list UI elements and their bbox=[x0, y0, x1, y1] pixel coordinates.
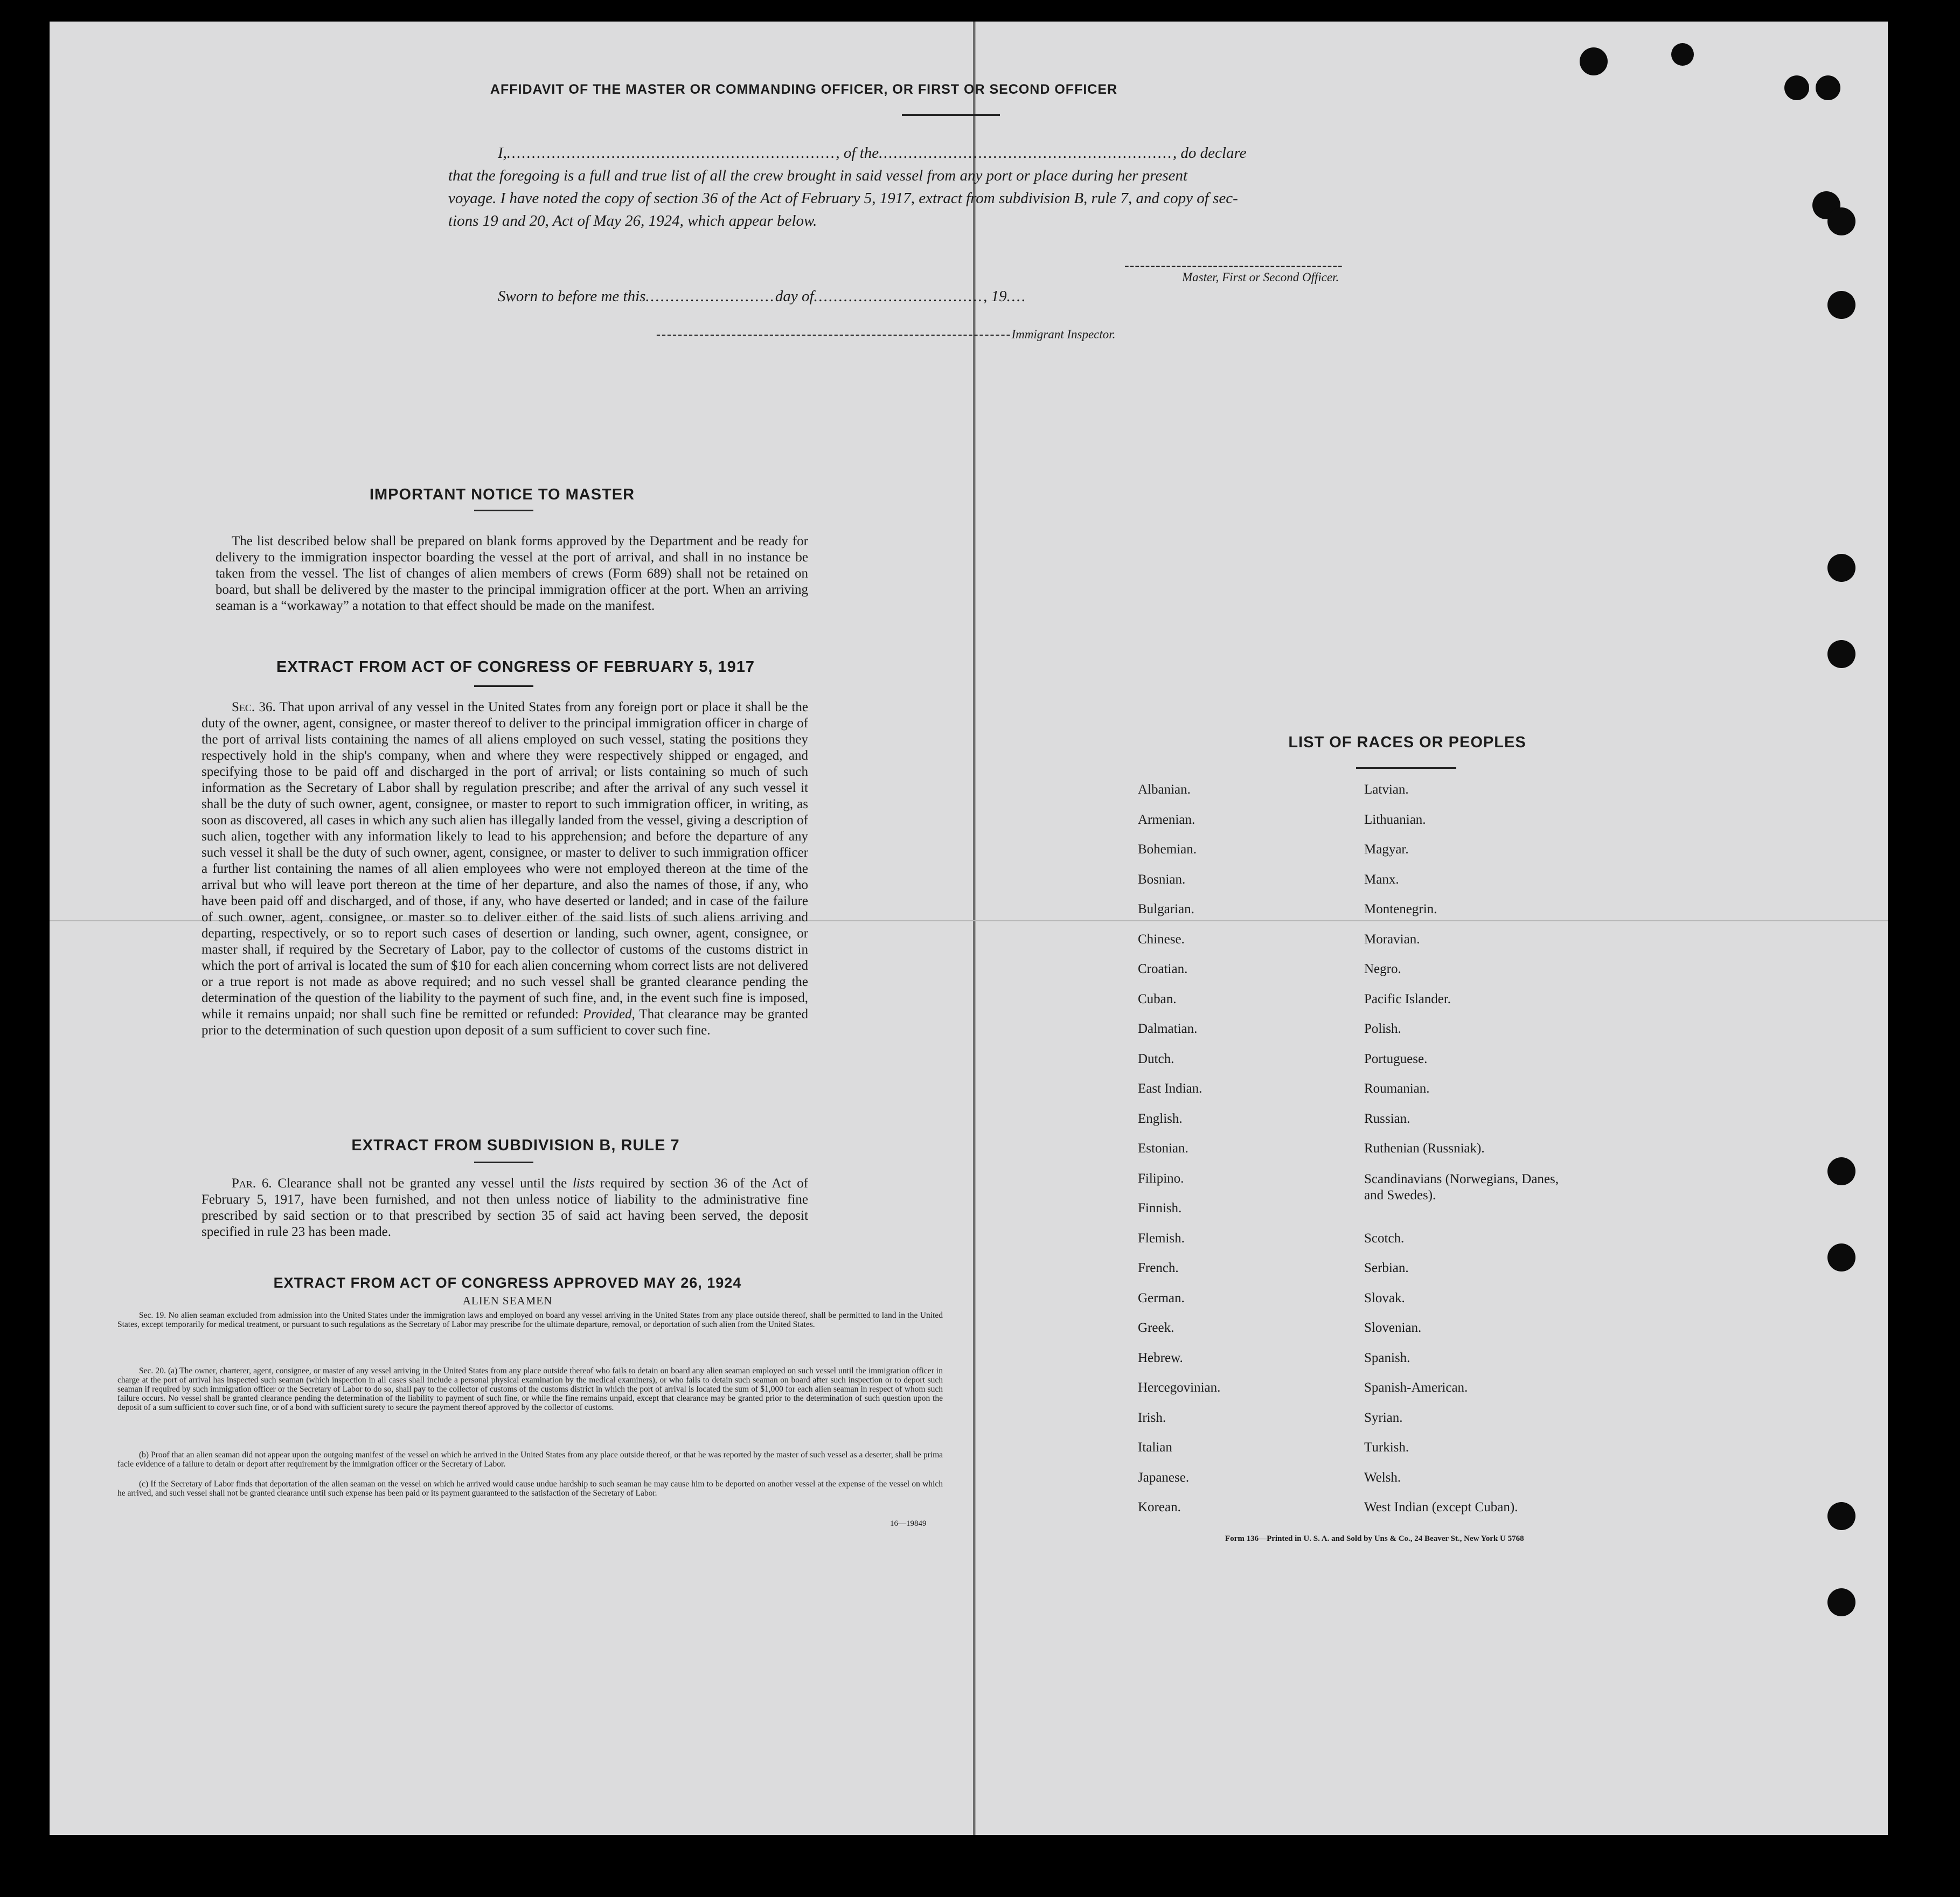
inspector-signature-line bbox=[656, 328, 1115, 342]
race-item: East Indian. bbox=[1138, 1081, 1203, 1096]
rule-7-title: EXTRACT FROM SUBDIVISION B, RULE 7 bbox=[351, 1137, 680, 1154]
binder-hole bbox=[1671, 43, 1694, 66]
race-item: Spanish-American. bbox=[1364, 1380, 1468, 1395]
races-column-2 bbox=[1364, 782, 1623, 1530]
race-item: Magyar. bbox=[1364, 842, 1409, 857]
race-item: Manx. bbox=[1364, 872, 1399, 887]
race-item: Dutch. bbox=[1138, 1051, 1174, 1066]
section-36-end: That clearance may be granted prior to the determination of such question upon deposit of a sum sufficient to cover such fine. bbox=[201, 1007, 808, 1038]
par-6-label: Par. 6. bbox=[232, 1176, 272, 1191]
race-item: Italian bbox=[1138, 1440, 1172, 1455]
race-item: Flemish. bbox=[1138, 1231, 1185, 1246]
affidavit-title: AFFIDAVIT OF THE MASTER OR COMMANDING OFFICER, OR FIRST OR SECOND OFFICER bbox=[490, 82, 1118, 97]
master-signature-line[interactable]: ------------------------------------------ bbox=[1124, 258, 1343, 273]
name-blank[interactable]: .................................................................. bbox=[506, 144, 836, 162]
race-item: Bulgarian. bbox=[1138, 902, 1194, 916]
extract-1917-title: EXTRACT FROM ACT OF CONGRESS OF FEBRUARY 5, 1917 bbox=[276, 658, 755, 676]
section-20c-text: (c) If the Secretary of Labor finds that deportation of the alien seaman on the vessel on which he arrived would cause undue hardship to such seaman he may cause him to be deported on another vessel at the expense of the vessel on which he arrived, and such vessel shall not be granted clearance until such expense has been paid or its payment guaranteed to the satisfaction of the Secretary of Labor. bbox=[117, 1479, 943, 1498]
race-item: Negro. bbox=[1364, 962, 1401, 976]
affidavit-of-the: , of the bbox=[836, 144, 879, 162]
year-label: , 19 bbox=[983, 288, 1007, 305]
affidavit-i: I, bbox=[498, 144, 507, 162]
binder-hole bbox=[1580, 47, 1608, 75]
race-item: Welsh. bbox=[1364, 1470, 1401, 1485]
extract-1924-title: EXTRACT FROM ACT OF CONGRESS APPROVED MAY 26, 1924 bbox=[273, 1275, 742, 1291]
race-item: Spanish. bbox=[1364, 1350, 1410, 1365]
sworn-line bbox=[498, 288, 1027, 305]
race-item: Albanian. bbox=[1138, 782, 1191, 797]
binder-hole bbox=[1827, 1588, 1855, 1616]
day-of-label: day of bbox=[775, 288, 814, 305]
binder-hole bbox=[1827, 1157, 1855, 1185]
race-item: Croatian. bbox=[1138, 962, 1188, 976]
affidavit-line-4: tions 19 and 20, Act of May 26, 1924, which appear below. bbox=[448, 212, 817, 230]
rule-7-text bbox=[201, 1176, 808, 1240]
race-item: Filipino. bbox=[1138, 1171, 1184, 1186]
section-20a-text: Sec. 20. (a) The owner, charterer, agent, consignee, or master of any vessel arriving in the United States from any place outside thereof who fails to detain on board any alien seaman employed on such vessel until the immigration officer in charge at the port of arrival has inspected such seaman (which inspection in all cases shall include a personal physical examination by the medical examiners), or who fails to detain such seaman on board after such inspection or to deport such seaman if required by such immigration officer or the Secretary of Labor to do so, shall pay to the collector of customs of the customs district in which the port of arrival is located the sum of $1,000 for each alien seaman in respect of whom such failure occurs. No vessel shall be granted clearance pending the determination of the liability to payment of such fine, or while the fine remains unpaid, except that clearance may be granted prior to the determination of such question upon the deposit of a sum sufficient to cover such fine, or of a bond with sufficient surety to secure the payment thereof approved by the collector of customs. bbox=[117, 1366, 943, 1412]
rule-7-body-a: Clearance shall not be granted any vessel until the bbox=[277, 1176, 567, 1191]
race-item: Lithuanian. bbox=[1364, 812, 1426, 827]
rule-7-body-b: required by section 36 of the Act of February 5, 1917, have been furnished, and not then unless notice of liability to the administrative fine prescribed by said section or to that prescribed by section 35 of said act having been served, the deposit specified in rule 23 has been made. bbox=[201, 1176, 808, 1239]
race-item: Greek. bbox=[1138, 1321, 1174, 1335]
affidavit-declare: , do declare bbox=[1172, 144, 1247, 162]
extract-1917-text bbox=[201, 699, 808, 1039]
race-item: Slovenian. bbox=[1364, 1321, 1422, 1335]
races-title-rule bbox=[1356, 767, 1456, 769]
race-item: Scandinavians (Norwegians, Danes, and Swedes). bbox=[1364, 1171, 1559, 1203]
race-item: Chinese. bbox=[1138, 932, 1185, 947]
binder-hole bbox=[1816, 75, 1840, 100]
master-signature-label: Master, First or Second Officer. bbox=[1182, 270, 1339, 284]
affidavit-line-1 bbox=[498, 144, 1511, 162]
race-item: West Indian (except Cuban). bbox=[1364, 1500, 1518, 1514]
sworn-month-blank[interactable]: .................................. bbox=[814, 288, 984, 305]
binder-hole bbox=[1784, 75, 1809, 100]
sworn-label: Sworn to before me this bbox=[498, 288, 646, 305]
vessel-blank[interactable]: ........................................................... bbox=[879, 144, 1173, 162]
race-item: Dalmatian. bbox=[1138, 1022, 1198, 1036]
race-item: Moravian. bbox=[1364, 932, 1420, 947]
race-item: Montenegrin. bbox=[1364, 902, 1437, 916]
inspector-blank[interactable]: ------------------------------------------------------------------ bbox=[656, 328, 1012, 342]
race-item: French. bbox=[1138, 1261, 1179, 1275]
race-item: English. bbox=[1138, 1111, 1183, 1126]
race-item: Hercegovinian. bbox=[1138, 1380, 1221, 1395]
rule-7-rule bbox=[474, 1162, 533, 1163]
race-item: Bohemian. bbox=[1138, 842, 1197, 857]
race-item: Pacific Islander. bbox=[1364, 991, 1451, 1006]
section-36-body: That upon arrival of any vessel in the United States from any foreign port or place it shall be the duty of the owner, agent, consignee, or master thereof to deliver to the principal immigration officer in charge of the port of arrival lists containing the names of all aliens employed on such vessel, stating the positions they respectively hold in the ship's company, when and where they were respectively shipped or engaged, and specifying those to be paid off and discharged in the port of arrival; or lists containing so much of such information as the Secretary of Labor shall by regulation prescribe; and after the arrival of any such vessel it shall be the duty of such owner, agent, consignee, or master to report to such immigration officer, in writing, as soon as discovered, all cases in which any such alien has illegally landed from the vessel, giving a description of such alien, together with any information likely to lead to his apprehension; and before the departure of any such vessel it shall be the duty of such owner, agent, consignee, or master to deliver to such immigration officer a further list containing the names of all alien employees who were not employed thereon at the time of the arrival but who will leave port thereon at the time of her departure, and also the names of those, if any, who have been paid off and discharged, and of those, if any, who have deserted or landed; and in case of the failure of such owner, agent, consignee, or master so to deliver either of the said lists of such aliens arriving and departing, respectively, or so to report such cases of desertion or landing, such owner, agent, consignee, or master shall, if required by the Secretary of Labor, pay to the collector of customs of the customs district in which the port of arrival is located the sum of $10 for each alien concerning whom correct lists are not delivered or a true report is not made as above required; and no such vessel shall be granted clearance pending the determination of the question of the liability to the payment of such fine, and, in the event such fine is imposed, while it remains unpaid; nor shall such fine be remitted or refunded: bbox=[201, 700, 808, 1022]
sworn-day-blank[interactable]: .......................... bbox=[645, 288, 775, 305]
race-item: Bosnian. bbox=[1138, 872, 1186, 887]
race-item: Portuguese. bbox=[1364, 1051, 1428, 1066]
race-item: Armenian. bbox=[1138, 812, 1196, 827]
notice-text: The list described below shall be prepared on blank forms approved by the Department and be ready for delivery to the immigration inspector boarding the vessel at the port of arrival, and shall in no instance be taken from the vessel. The list of changes of alien members of crews (Form 689) shall not be retained on board, but shall be delivered by the master to the principal immigration officer at the port. When an arriving seaman is a “workaway” a notation to that effect should be made on the manifest. bbox=[216, 534, 808, 613]
affidavit-line-2: that the foregoing is a full and true list of all the crew brought in said vessel from any port or place during her present bbox=[448, 167, 1188, 184]
section-19-text: Sec. 19. No alien seaman excluded from admission into the United States under the immigration laws and employed on board any vessel arriving in the United States from any place outside thereof, shall be permitted to land in the United States, except temporarily for medical treatment, or pursuant to such regulations as the Secretary of Labor may prescribe for the ultimate departure, removal, or deportation of such alien from the United States. bbox=[117, 1311, 943, 1329]
provided-label: Provided, bbox=[582, 1007, 635, 1022]
race-item: Ruthenian (Russniak). bbox=[1364, 1141, 1485, 1156]
extract-1917-rule bbox=[474, 685, 533, 687]
races-title: LIST OF RACES OR PEOPLES bbox=[1288, 734, 1526, 751]
race-item: German. bbox=[1138, 1290, 1185, 1305]
race-item: Irish. bbox=[1138, 1410, 1166, 1425]
race-item: Roumanian. bbox=[1364, 1081, 1430, 1096]
notice-title: IMPORTANT NOTICE TO MASTER bbox=[369, 486, 635, 503]
binder-hole bbox=[1827, 554, 1855, 582]
race-item: Russian. bbox=[1364, 1111, 1410, 1126]
race-item: Syrian. bbox=[1364, 1410, 1403, 1425]
form-code: 16—19849 bbox=[890, 1519, 927, 1528]
binder-hole bbox=[1827, 640, 1855, 668]
lists-word: lists bbox=[572, 1176, 595, 1191]
inspector-label: Immigrant Inspector. bbox=[1011, 328, 1116, 341]
race-item: Scotch. bbox=[1364, 1231, 1405, 1246]
affidavit-title-rule bbox=[902, 114, 1000, 116]
race-item: Korean. bbox=[1138, 1500, 1181, 1514]
affidavit-line-3: voyage. I have noted the copy of section 36 of the Act of February 5, 1917, extract from subdivision B, rule 7, and copy of sec- bbox=[448, 190, 1238, 207]
section-36-label: Sec. 36. bbox=[232, 700, 276, 714]
race-item: Cuban. bbox=[1138, 991, 1177, 1006]
race-item: Slovak. bbox=[1364, 1290, 1405, 1305]
binder-hole bbox=[1827, 1243, 1855, 1271]
binder-hole bbox=[1827, 291, 1855, 319]
race-item: Turkish. bbox=[1364, 1440, 1409, 1455]
section-20b-text: (b) Proof that an alien seaman did not appear upon the outgoing manifest of the vessel on which he arrived in the United States from any place outside thereof, or that he was reported by the master of such vessel as a deserter, shall be prima facie evidence of a failure to detain or deport after requirement by the immigration officer or the Secretary of Labor. bbox=[117, 1450, 943, 1469]
document-page bbox=[50, 22, 1888, 1835]
race-item: Japanese. bbox=[1138, 1470, 1190, 1485]
race-item: Polish. bbox=[1364, 1022, 1401, 1036]
race-item: Estonian. bbox=[1138, 1141, 1188, 1156]
binder-hole bbox=[1827, 1502, 1855, 1530]
races-column-1 bbox=[1138, 782, 1353, 1530]
race-item: Serbian. bbox=[1364, 1261, 1409, 1275]
notice-title-rule bbox=[474, 510, 533, 511]
race-item: Finnish. bbox=[1138, 1201, 1182, 1215]
alien-seamen-subtitle: ALIEN SEAMEN bbox=[462, 1294, 553, 1307]
race-item: Hebrew. bbox=[1138, 1350, 1183, 1365]
race-item: Latvian. bbox=[1364, 782, 1409, 797]
form-printer-note: Form 136—Printed in U. S. A. and Sold by Uns & Co., 24 Beaver St., New York U 5768 bbox=[1225, 1534, 1524, 1543]
binder-hole bbox=[1827, 207, 1855, 235]
sworn-year-blank[interactable]: .... bbox=[1006, 288, 1027, 305]
